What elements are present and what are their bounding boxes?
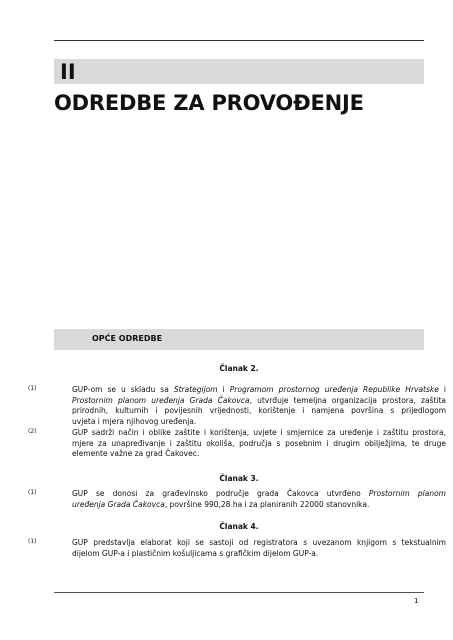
footer-rule: [54, 592, 424, 593]
page-number: 1: [414, 597, 419, 605]
text-line: uvjeta i mjera njihovog uređenja.: [72, 416, 197, 426]
article-heading: Članak 4.: [219, 522, 259, 531]
text-line: Prostornim planom uređenja Grada Čakovca, utvrđuje temeljna organizacija prostora, zaštita: [72, 395, 447, 405]
header-rule: [54, 40, 424, 41]
paragraph-text: [72, 385, 446, 427]
paragraph-text: [72, 489, 446, 510]
paragraph-text: [72, 538, 446, 559]
text-line: mjere za unapređivanje i zaštitu okoliša, područja s posebnim i drugim obilježjima, te druge: [72, 438, 446, 448]
text-line: uređenja Grada Čakovca, površine 990,28 ha i za planiranih 22000 stanovnika.: [72, 499, 370, 509]
article-heading: Članak 3.: [219, 474, 259, 483]
text-line: GUP-om se u skladu sa Strategijom i Programom prostornog uređenja Republike Hrvatske i: [72, 385, 446, 394]
section-band: [54, 329, 424, 350]
text-line: prirodnih, kulturnih i povijesnih vrijednosti, korištenje i namjena površina s prijedlogom: [72, 406, 446, 415]
paragraph-number: (1): [28, 538, 37, 545]
text-line: GUP sadrži način i oblike zaštite i korištenja, uvjete i smjernice za uređenje i zaštitu prostora,: [72, 428, 446, 437]
paragraph-text: [72, 428, 446, 460]
chapter-title: ODREDBE ZA PROVOĐENJE: [54, 91, 364, 115]
article-heading: Članak 2.: [219, 364, 259, 373]
chapter-number-band: [54, 59, 424, 84]
text-line: GUP predstavlja elaborat koji se sastoji od registratora s uvezanom knjigom s tekstualnim: [72, 538, 446, 547]
paragraph-number: (1): [28, 489, 37, 496]
section-title: OPĆE ODREDBE: [92, 334, 163, 343]
text-line: elemente važne za grad Čakovec.: [72, 449, 200, 458]
paragraph-number: (1): [28, 385, 37, 392]
chapter-number: II: [60, 60, 76, 84]
text-line: GUP se donosi za građevinsko područje grada Čakovca utvrđeno Prostornim planom: [72, 489, 446, 498]
paragraph-number: (2): [28, 428, 37, 435]
text-line: dijelom GUP-a i plastičnim košuljicama s grafičkim dijelom GUP-a.: [72, 548, 319, 558]
